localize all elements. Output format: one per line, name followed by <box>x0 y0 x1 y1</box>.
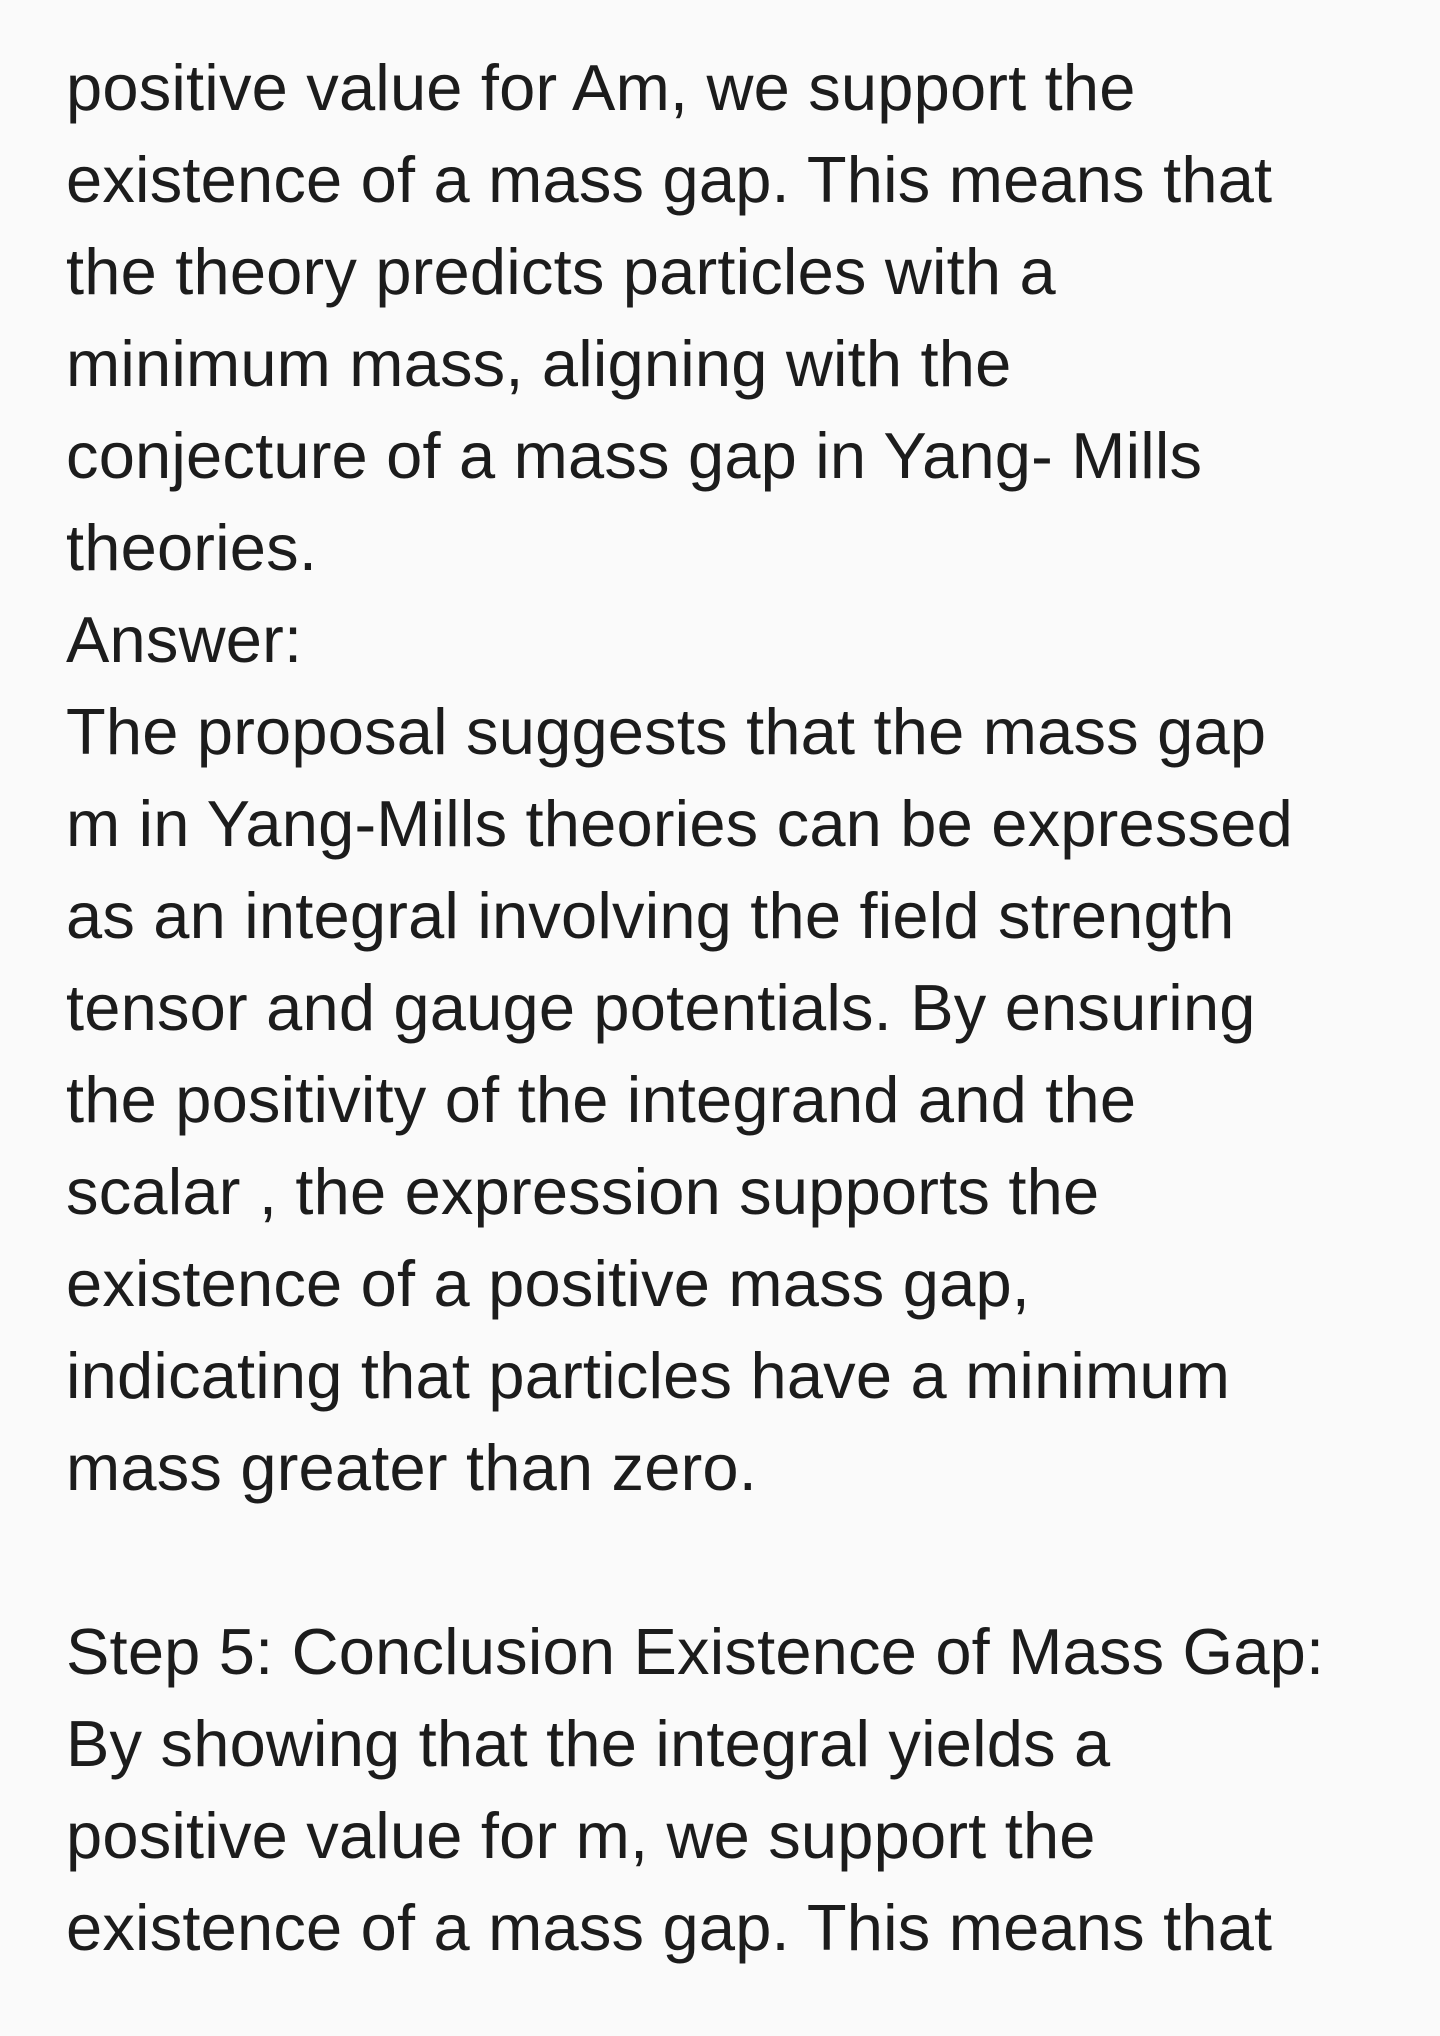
text-line: theories. <box>66 511 318 584</box>
text-line: conjecture of a mass gap in Yang- Mills <box>66 419 1203 492</box>
text-line: the theory predicts particles with a <box>66 235 1056 308</box>
text-line: positive value for m, we support the <box>66 1799 1096 1872</box>
intro-paragraph <box>66 42 1406 594</box>
step5-paragraph <box>66 1606 1406 1974</box>
text-line: the positivity of the integrand and the <box>66 1063 1137 1136</box>
answer-label: Answer: <box>66 603 303 676</box>
text-line: tensor and gauge potentials. By ensuring <box>66 971 1256 1044</box>
step5-heading: Step 5: Conclusion Existence of Mass Gap: <box>66 1615 1325 1688</box>
text-line: By showing that the integral yields a <box>66 1707 1111 1780</box>
text-line: existence of a mass gap. This means that <box>66 1891 1273 1964</box>
text-line: existence of a positive mass gap, <box>66 1247 1031 1320</box>
text-line: existence of a mass gap. This means that <box>66 143 1273 216</box>
text-line: The proposal suggests that the mass gap <box>66 695 1267 768</box>
text-line: scalar , the expression supports the <box>66 1155 1100 1228</box>
text-line: mass greater than zero. <box>66 1431 758 1504</box>
text-line: indicating that particles have a minimum <box>66 1339 1231 1412</box>
text-line: m in Yang-Mills theories can be expressed <box>66 787 1293 860</box>
paragraph-spacer <box>66 1514 1406 1606</box>
text-line: as an integral involving the field strength <box>66 879 1235 952</box>
document-page <box>66 42 1406 1974</box>
text-line: positive value for Am, we support the <box>66 51 1136 124</box>
text-line: minimum mass, aligning with the <box>66 327 1012 400</box>
answer-paragraph <box>66 686 1406 1514</box>
